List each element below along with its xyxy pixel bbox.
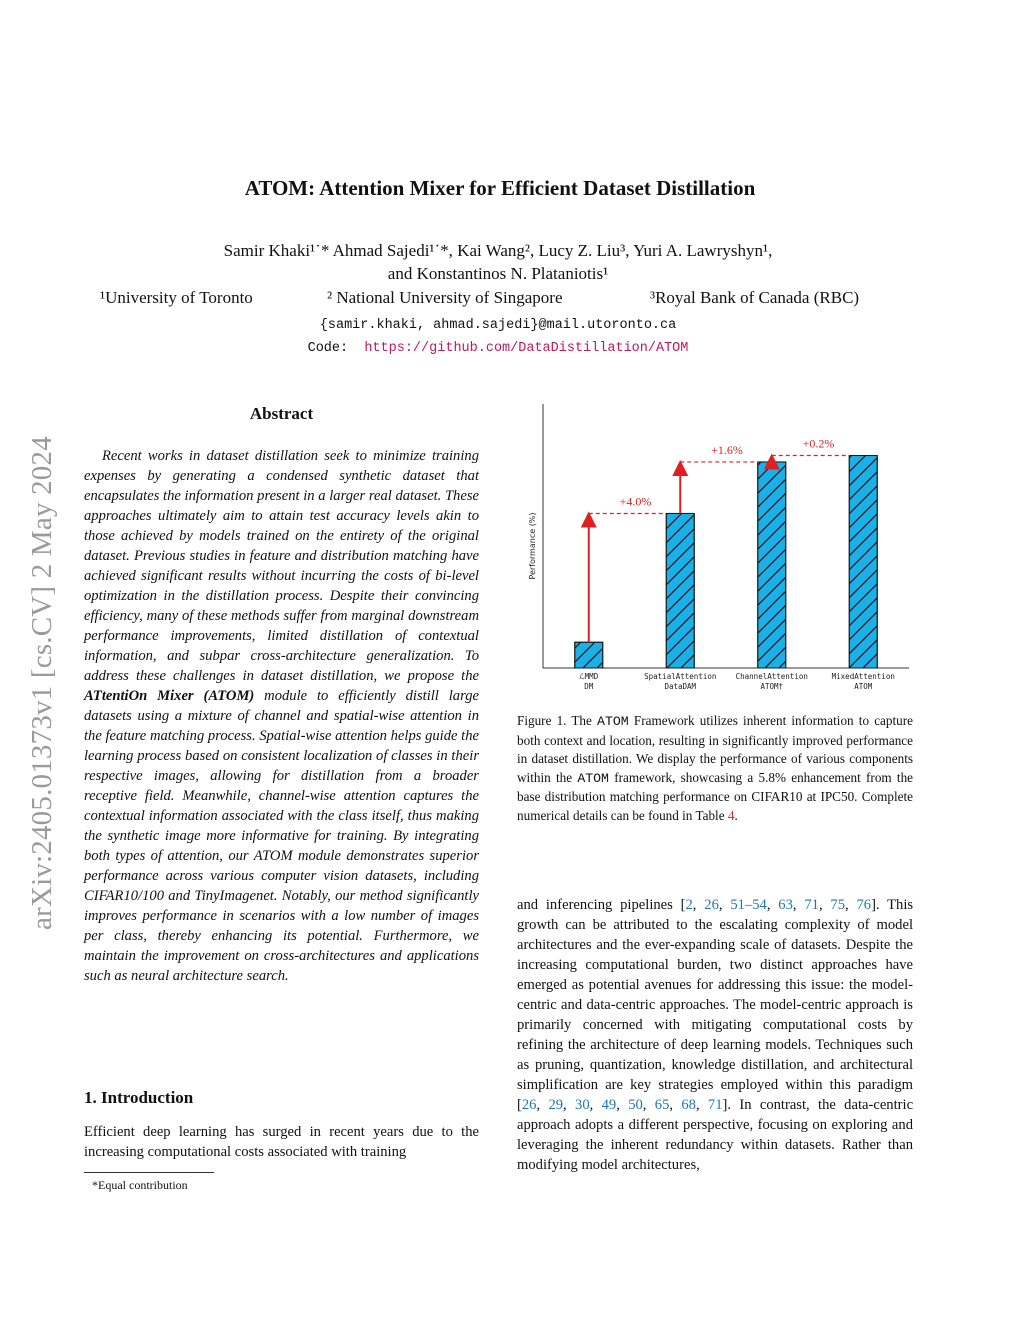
affiliation-2: ² National University of Singapore bbox=[327, 288, 563, 307]
abstract-heading: Abstract bbox=[249, 404, 314, 423]
citation-link[interactable]: 76 bbox=[856, 897, 872, 913]
caption-body-2: framework, showcasing a bbox=[614, 769, 754, 785]
increment-label: +0.2% bbox=[802, 436, 835, 451]
y-axis-label: Performance (%) bbox=[528, 512, 537, 580]
intro-heading: 1. Introduction bbox=[84, 1088, 194, 1107]
bar-hatch bbox=[575, 642, 603, 668]
code-label: Code: bbox=[307, 341, 349, 356]
citation-link[interactable]: 49 bbox=[601, 1097, 617, 1113]
footnote-divider bbox=[84, 1172, 214, 1173]
affiliation-1: ¹University of Toronto bbox=[100, 288, 253, 307]
increment-label: +4.0% bbox=[619, 494, 652, 509]
x-tick-label: ChannelAttention bbox=[735, 672, 808, 681]
caption-table-link[interactable]: 4 bbox=[727, 807, 735, 823]
caption-period: . bbox=[734, 807, 738, 823]
citation-link[interactable]: 30 bbox=[575, 1097, 590, 1113]
x-tick-label: MixedAttention bbox=[831, 672, 895, 681]
bar-hatch bbox=[849, 456, 877, 668]
citation-link[interactable]: 50 bbox=[628, 1097, 643, 1113]
figure-1-caption bbox=[517, 712, 913, 826]
arxiv-identifier: arXiv:2405.01373v1 [cs.CV] 2 May 2024 bbox=[26, 436, 58, 930]
citation-link[interactable]: 2 bbox=[685, 897, 693, 913]
abstract-text bbox=[84, 446, 479, 986]
bar-hatch bbox=[758, 462, 786, 668]
citation-link[interactable]: 75 bbox=[830, 897, 845, 913]
right-column-text: and inferencing pipelines [2, 26, 51–54, 63, 71, 75, 76]. This growth can be attributed to the escalating complexity of model architectures and the ever-expanding scale of datasets. Despite the increasing computational burden, two distinct approaches have emerged as potential avenues for addressing this issue: the model-centric and data-centric approaches. The model-centric approach is primarily concerned with mitigating computational costs by refining the architecture of deep learning models. Techniques such as pruning, quantization, knowledge distillation, and architectural simplification are key strategies employed within this paradigm [26, 29, 30, 49, 50, 65, 68, 71]. In contrast, the data-centric approach adopts a different perspective, focusing on exploring and leveraging the inherent redundancy within datasets. Rather than modifying model architectures, bbox=[517, 897, 914, 1173]
x-tick-sublabel: ATOM bbox=[854, 682, 873, 691]
abstract-acronym: ATtentiOn Mixer (ATOM) bbox=[84, 688, 255, 704]
paper-title: ATOM: Attention Mixer for Efficient Dataset Distillation bbox=[244, 176, 756, 200]
code-line bbox=[0, 341, 996, 356]
authors-line-2: and Konstantinos N. Plataniotis¹ bbox=[387, 264, 609, 283]
citation-group-2: 26, 29, 30, 49, 50, 65, 68, 71 bbox=[521, 1097, 723, 1113]
abstract-body-2: module to efficiently distill large datasets using a mixture of channel and spatial-wise attention in the feature matching process. Spatial-wise attention helps guide the learning process based on consistent localization of classes in their respective images, allowing for distillation from a broader receptive field. Meanwhile, channel-wise attention captures the contextual information associated with the class itself, thus making the synthetic image more informative for training. By integrating both types of attention, our ATOM module demonstrates superior performance across various computer vision datasets, including CIFAR10/100 and TinyImagenet. Notably, our method significantly improves performance in scenarios with a low number of images per class, thereby enhancing its potential. Furthermore, we maintain the improvement on cross-architectures and applications such as neural architecture search. bbox=[84, 688, 479, 984]
citation-group-1: 2, 26, 51–54, 63, 71, 75, 76 bbox=[685, 897, 872, 913]
citation-link[interactable]: 65 bbox=[654, 1097, 670, 1113]
x-tick-label: ℒMMD bbox=[579, 672, 599, 681]
caption-body-1: Framework utilizes inherent information to capture both context and location, resulting in significantly improved performance in dataset distillation. We display the performance of various components within the bbox=[517, 713, 914, 785]
affiliation-3: ³Royal Bank of Canada (RBC) bbox=[650, 288, 860, 307]
caption-body-3: enhancement from the base distribution matching performance on CIFAR10 at IPC50. Complete numerical details can be found in Table bbox=[517, 769, 914, 823]
bar-hatch bbox=[666, 513, 694, 668]
citation-link[interactable]: 71 bbox=[707, 1097, 723, 1113]
citation-link[interactable]: 68 bbox=[681, 1097, 696, 1113]
x-tick-sublabel: DM bbox=[584, 682, 594, 691]
right-lead: and inferencing pipelines bbox=[517, 897, 673, 913]
footnote-equal-contribution: *Equal contribution bbox=[92, 1178, 188, 1192]
citation-link[interactable]: 26 bbox=[521, 1097, 537, 1113]
citation-link[interactable]: 26 bbox=[704, 897, 719, 913]
author-emails: {samir.khaki, ahmad.sajedi}@mail.utoronto.ca bbox=[319, 318, 677, 333]
x-tick-label: SpatialAttention bbox=[644, 672, 717, 681]
right-paragraph-2: In contrast, the data-centric approach adopts a different perspective, focusing on exploring and leveraging the inherent redundancy within datasets. Rather than modifying model architectures, bbox=[517, 1097, 914, 1173]
caption-percentage: 5.8% bbox=[758, 769, 786, 785]
right-paragraph-1: This growth can be attributed to the escalating complexity of model architectures and the ever-expanding scale of datasets. Despite the increasing computational burden, two distinct approaches have emerged as potential avenues for addressing this issue: the model-centric and data-centric approaches. The model-centric approach is primarily concerned with mitigating computational costs by refining the architecture of deep learning models. Techniques such as pruning, quantization, knowledge distillation, and architectural simplification are key strategies employed within this paradigm bbox=[517, 897, 914, 1093]
citation-link[interactable]: 51–54 bbox=[730, 897, 767, 913]
citation-link[interactable]: 63 bbox=[778, 897, 793, 913]
caption-atom-1: ATOM bbox=[597, 714, 629, 729]
figure-1-chart bbox=[517, 398, 917, 698]
x-tick-sublabel: ATOM† bbox=[760, 682, 784, 691]
caption-prefix: Figure 1. The bbox=[517, 713, 592, 728]
intro-text: Efficient deep learning has surged in recent years due to the increasing computational costs associated with training bbox=[84, 1124, 479, 1160]
abstract-body-1: Recent works in dataset distillation seek to minimize training expenses by generating a condensed synthetic dataset that encapsulates the information present in a larger real dataset. These approaches ultimately aim to attain test accuracy levels akin to those achieved by models trained on the entirety of the original dataset. Previous studies in feature and distribution matching have achieved significant results without incurring the costs of bi-level optimization in the distillation process. Despite their convincing efficiency, many of these methods suffer from marginal downstream performance improvements, limited distillation of contextual information, and subpar cross-architecture generalization. To address these challenges in dataset distillation, we propose the bbox=[84, 448, 479, 684]
citation-link[interactable]: 71 bbox=[804, 897, 819, 913]
code-url-link[interactable]: https://github.com/DataDistillation/ATOM bbox=[364, 341, 689, 356]
authors-line-1: Samir Khaki¹˙* Ahmad Sajedi¹˙*, Kai Wang², Lucy Z. Liu³, Yuri A. Lawryshyn¹, bbox=[223, 241, 773, 260]
citation-link[interactable]: 29 bbox=[548, 1097, 564, 1113]
increment-label: +1.6% bbox=[711, 442, 743, 457]
x-tick-sublabel: DataDAM bbox=[664, 682, 697, 691]
caption-atom-2: ATOM bbox=[577, 770, 609, 786]
